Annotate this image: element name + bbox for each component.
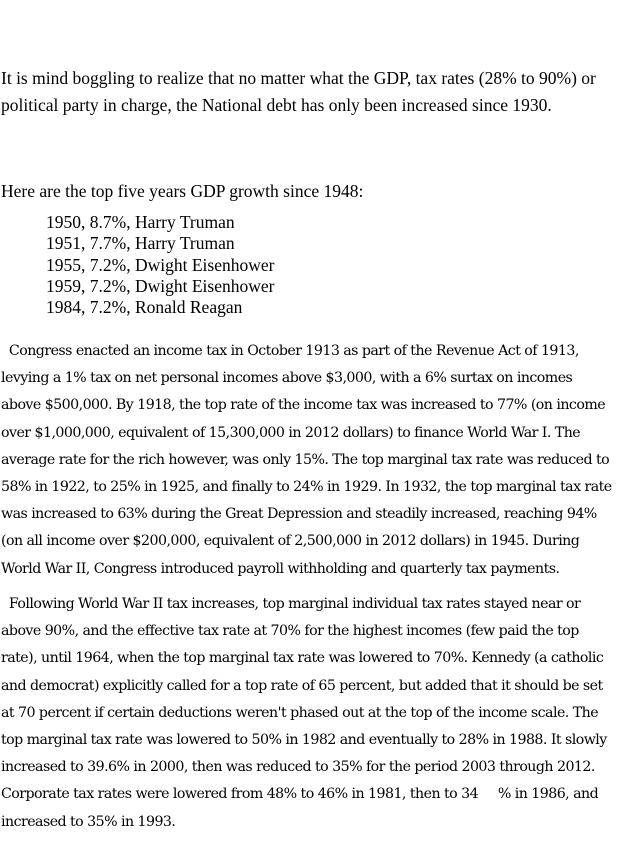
text-line: top marginal tax rate was lowered to 50% in 1982 and eventually to 28% in 1988. It slowly [1, 732, 607, 749]
gdp-growth-list [46, 212, 274, 318]
gdp-growth-heading: Here are the top five years GDP growth since 1948: [1, 181, 364, 201]
list-item: 1955, 7.2%, Dwight Eisenhower [46, 254, 275, 275]
text-line: above 90%, and the effective tax rate at 70% for the highest incomes (few paid the top [1, 623, 579, 640]
text-line: average rate for the rich however, was only 15%. The top marginal tax rate was reduced to [1, 451, 610, 468]
text-line: increased to 35% in 1993. [1, 813, 176, 830]
text-line: levying a 1% tax on net personal incomes above $3,000, with a 6% surtax on incomes [1, 370, 573, 387]
text-line: 58% in 1922, to 25% in 1925, and finally to 24% in 1929. In 1932, the top marginal tax rate [1, 479, 612, 496]
list-item: 1984, 7.2%, Ronald Reagan [46, 297, 243, 318]
text-line: Following World War II tax increases, top marginal individual tax rates stayed near or [1, 596, 581, 612]
list-item: 1951, 7.7%, Harry Truman [46, 233, 235, 254]
list-item: 1950, 8.7%, Harry Truman [46, 212, 235, 232]
income-tax-history-paragraph [1, 338, 642, 583]
list-item: 1959, 7.2%, Dwight Eisenhower [46, 275, 275, 296]
text-line: rate), until 1964, when the top marginal tax rate was lowered to 70%. Kennedy (a catholic [1, 650, 604, 667]
text-line: Congress enacted an income tax in October 1913 as part of the Revenue Act of 1913, [1, 343, 579, 359]
text-line: over $1,000,000, equivalent of 15,300,000 in 2012 dollars) to finance World War I. The [1, 424, 581, 441]
text-line: World War II, Congress introduced payroll withholding and quarterly tax payments. [1, 560, 560, 577]
text-line: and democrat) explicitly called for a top rate of 65 percent, but added that it should be set [1, 677, 603, 694]
text-line: at 70 percent if certain deductions weren't phased out at the top of the income scale. The [1, 704, 599, 721]
intro-paragraph: It is mind boggling to realize that no matter what the GDP, tax rates (28% to 90%) or political party in charge, the National debt has only been increased since 1930. [1, 68, 596, 115]
postwar-tax-rates-paragraph [1, 591, 642, 836]
text-line: increased to 39.6% in 2000, then was reduced to 35% for the period 2003 through 2012. [1, 759, 595, 776]
text-line: above $500,000. By 1918, the top rate of the income tax was increased to 77% (on income [1, 397, 606, 414]
text-line: (on all income over $200,000, equivalent of 2,500,000 in 2012 dollars) in 1945. During [1, 533, 580, 550]
text-line: Corporate tax rates were lowered from 48% to 46% in 1981, then to 34 % in 1986, and [1, 786, 599, 803]
text-line: was increased to 63% during the Great Depression and steadily increased, reaching 94% [1, 506, 597, 523]
